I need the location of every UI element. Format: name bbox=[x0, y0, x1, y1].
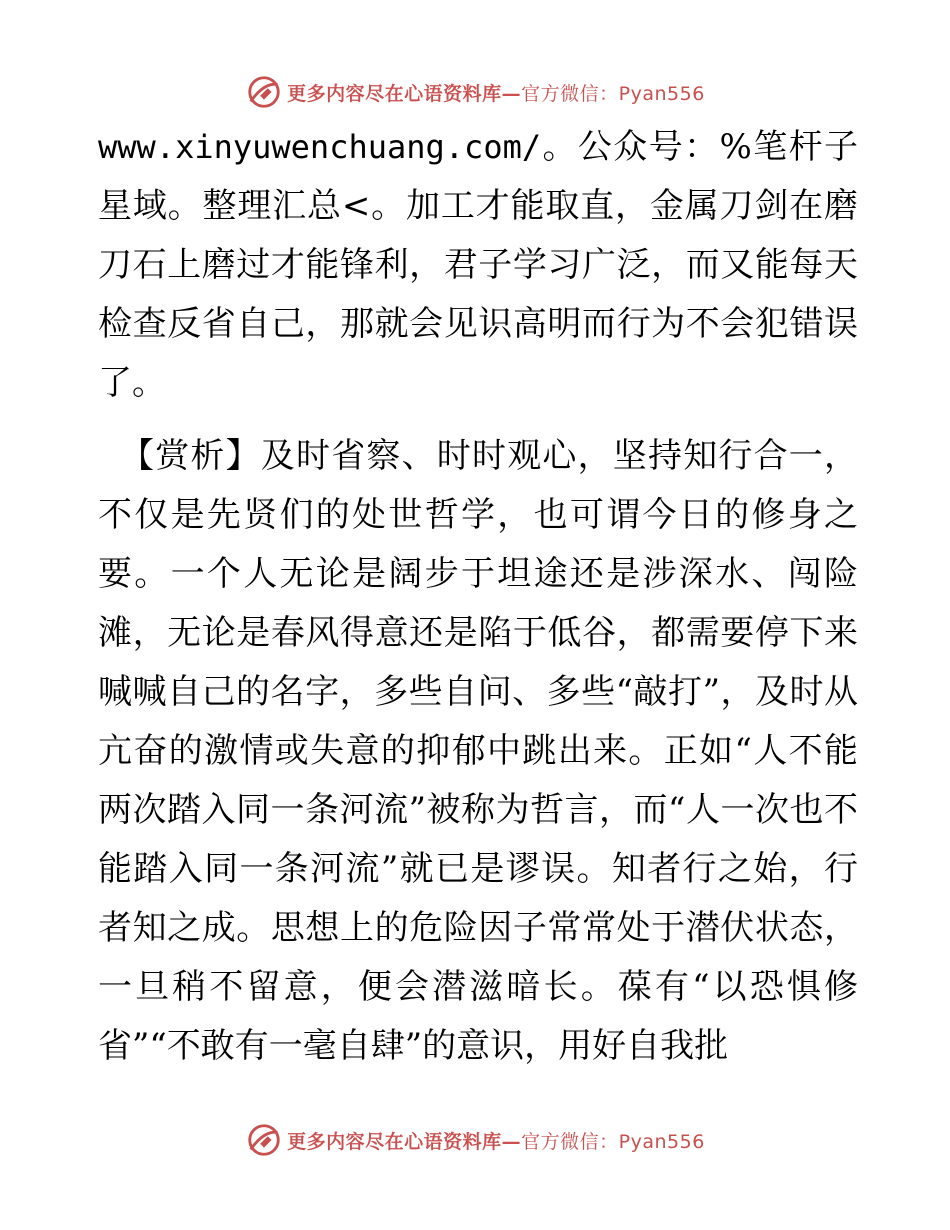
paragraph-1 bbox=[98, 118, 858, 413]
header-sep: — bbox=[501, 82, 522, 105]
footer-sep: — bbox=[501, 1130, 522, 1153]
paragraph-2-text: 【赏析】及时省察、时时观心，坚持知行合一，不仅是先贤们的处世哲学，也可谓今日的修身之要。一个人无论是阔步于坦途还是涉深水、闯险滩，无论是春风得意还是陷于低谷，都需要停下来喊喊自己的名字，多些自问、多些“敲打”，及时从亢奋的激情或失意的抑郁中跳出来。正如“人不能两次踏入同一条河流”被称为哲言，而“人一次也不能踏入同一条河流”就已是谬误。知者行之始，行者知之成。思想上的危险因子常常处于潜伏状态，一旦稍不留意，便会潜滋暗长。葆有“以恐惧修省”“不敢有一毫自肆”的意识，用好自我批 bbox=[98, 436, 858, 1066]
paragraph-1-text: 。公众号：%笔杆子星域。整理汇总<。加工才能取直，金属刀剑在磨刀石上磨过才能锋利，君子学习广泛，而又能每天检查反省自己，那就会见识高明而行为不会犯错误了。 bbox=[98, 127, 858, 403]
pen-nib-logo-icon bbox=[245, 73, 283, 111]
website-url: www.xinyuwenchuang.com/ bbox=[98, 128, 542, 166]
document-body bbox=[98, 118, 858, 1076]
footer-banner bbox=[0, 1120, 950, 1160]
footer-tail: 官方微信：Pyan556 bbox=[521, 1130, 705, 1153]
pen-nib-logo-icon bbox=[245, 1121, 283, 1159]
paragraph-2 bbox=[98, 427, 858, 1076]
header-lead: 更多内容尽在心语资料库 bbox=[287, 82, 502, 105]
header-banner bbox=[0, 72, 950, 112]
footer-lead: 更多内容尽在心语资料库 bbox=[287, 1130, 502, 1153]
header-tail: 官方微信：Pyan556 bbox=[521, 82, 705, 105]
